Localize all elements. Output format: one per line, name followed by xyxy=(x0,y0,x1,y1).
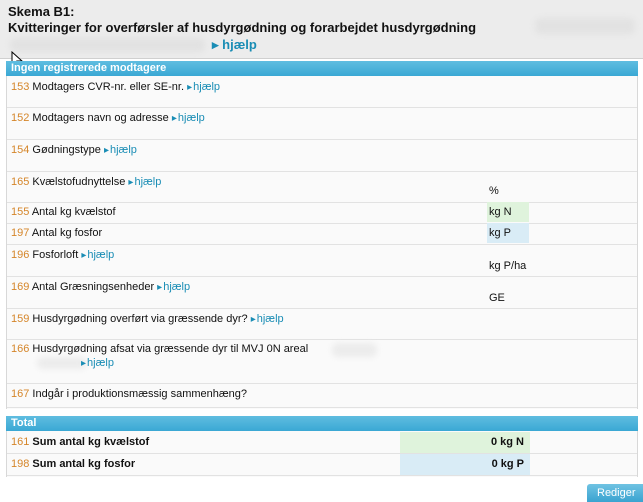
field-label: Antal kg fosfor xyxy=(31,227,103,239)
field-number: 166 xyxy=(11,343,30,355)
field-number: 196 xyxy=(11,249,30,261)
field-number: 153 xyxy=(11,81,30,93)
field-number: 169 xyxy=(11,281,30,293)
field-label: Husdyrgødning afsat via græssende dyr til MVJ 0N areal xyxy=(32,343,309,355)
total-kg-p-value: 0 kg P xyxy=(400,454,530,475)
field-label: Antal Græsningsenheder xyxy=(31,281,155,293)
skema-label: Skema B1: xyxy=(8,4,75,19)
help-link[interactable]: ▸ hjælp xyxy=(172,112,205,124)
help-link[interactable]: ▸ hjælp xyxy=(251,313,284,325)
total-panel xyxy=(6,431,638,477)
field-number: 152 xyxy=(11,112,30,124)
field-label: Indgår i produktionsmæssig sammenhæng? xyxy=(32,388,248,400)
form-row-169 xyxy=(7,276,637,309)
header-help-label: hjælp xyxy=(222,37,257,52)
field-number: 155 xyxy=(11,206,30,218)
form-row-196 xyxy=(7,244,637,277)
form-row-155 xyxy=(7,202,637,224)
help-link[interactable]: ▸ hjælp xyxy=(157,281,190,293)
section-heading-total: Total xyxy=(6,416,638,431)
field-label: Fosforloft xyxy=(32,249,79,261)
redacted-text xyxy=(535,18,635,34)
field-label: Sum antal kg fosfor xyxy=(32,458,136,470)
field-number: 154 xyxy=(11,144,30,156)
page-title: Kvitteringer for overførsler af husdyrgødning og forarbejdet husdyrgødning xyxy=(8,20,477,35)
unit-kg-p-ha: kg P/ha xyxy=(489,260,527,272)
help-link[interactable]: ▸ hjælp xyxy=(128,176,161,188)
help-link[interactable]: ▸ hjælp xyxy=(187,81,220,93)
form-row-152 xyxy=(7,107,637,140)
section-heading-receivers: Ingen registrerede modtagere xyxy=(6,61,638,76)
help-link[interactable]: ▸ hjælp xyxy=(81,249,114,261)
help-link[interactable]: ▸ hjælp xyxy=(104,144,137,156)
field-label: Sum antal kg kvælstof xyxy=(32,436,150,448)
form-row-167 xyxy=(7,383,637,408)
redacted-text xyxy=(37,357,87,369)
form-row-154 xyxy=(7,139,637,172)
total-row-198 xyxy=(7,454,637,476)
field-number: 159 xyxy=(11,313,30,325)
unit-percent: % xyxy=(489,185,499,197)
header-help-link[interactable]: ▸ hjælp xyxy=(212,37,257,52)
redacted-text xyxy=(332,343,377,357)
help-link[interactable]: ▸ hjælp xyxy=(81,357,114,369)
form-row-166 xyxy=(7,339,637,384)
field-label: Modtagers CVR-nr. eller SE-nr. xyxy=(32,81,185,93)
page-header xyxy=(0,0,643,59)
form-row-159 xyxy=(7,308,637,340)
field-label: Kvælstofudnyttelse xyxy=(32,176,126,188)
receivers-panel xyxy=(6,76,638,409)
unit-kg-p: kg P xyxy=(487,223,529,243)
field-label: Gødningstype xyxy=(32,144,101,156)
unit-ge: GE xyxy=(489,292,505,304)
form-row-165 xyxy=(7,171,637,203)
total-row-161 xyxy=(7,432,637,454)
edit-button[interactable]: Rediger xyxy=(587,484,643,502)
field-label: Husdyrgødning overført via græssende dyr? xyxy=(32,313,248,325)
form-row-197 xyxy=(7,223,637,245)
field-number: 198 xyxy=(11,458,30,470)
unit-kg-n: kg N xyxy=(487,202,529,222)
field-number: 167 xyxy=(11,388,30,400)
form-row-153 xyxy=(7,76,637,108)
field-number: 161 xyxy=(11,436,30,448)
field-number: 165 xyxy=(11,176,30,188)
total-kg-n-value: 0 kg N xyxy=(400,432,530,453)
field-number: 197 xyxy=(11,227,30,239)
field-label: Modtagers navn og adresse xyxy=(32,112,169,124)
redacted-text xyxy=(10,38,205,52)
field-label: Antal kg kvælstof xyxy=(31,206,116,218)
